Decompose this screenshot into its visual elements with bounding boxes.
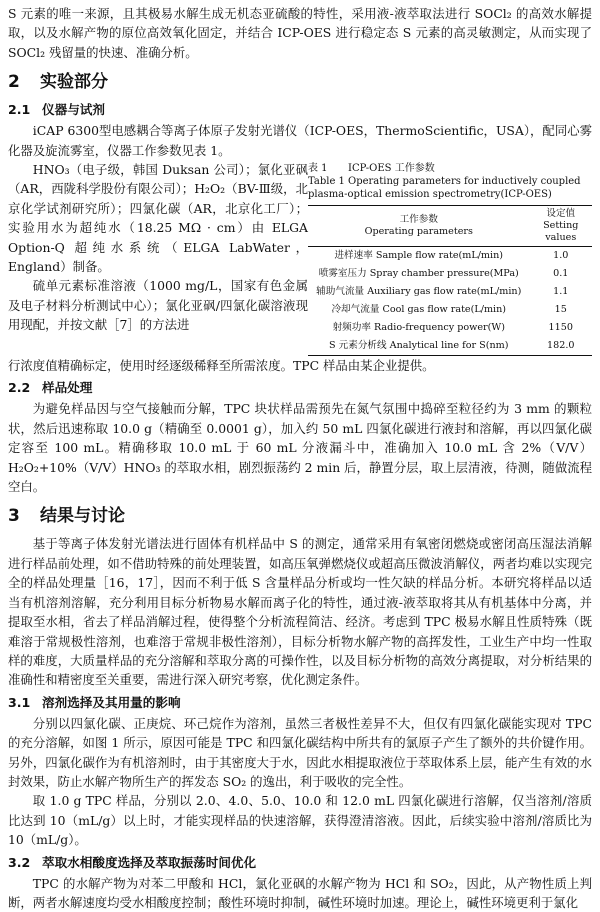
- section-3-1-heading: [8, 693, 592, 712]
- solvent-amount-paragraph: 取 1.0 g TPC 样品，分别以 2.0、4.0、5.0、10.0 和 12.0 mL 四氯化碳进行溶解，仅当溶剂/溶质比达到 10（mL/g）以上时，才能实现样品的快速溶解，获得澄清溶液。因此，后续实验中溶剂/溶质比为 10（mL/g）。: [8, 793, 592, 848]
- table-1-label-en: Table 1: [308, 176, 345, 188]
- row-parameter: 射频功率 Radio-frequency power(W): [332, 322, 505, 334]
- sample-treatment-paragraph: 为避免样品因与空气接触而分解，TPC 块状样品需预先在氮气氛围中捣碎至粒径约为 3 mm 的颗粒状，然后迅速称取 10.0 g（精确至 0.0001 g），加入约 50 mL 四氯化碳进行液封和溶解，再以四氯化碳定容至 100 mL。精确移取 10.0 mL 于 60 mL 分液漏斗中，准确加入 10.0 mL 含 2%（V/V）H₂O₂+10%（V/V）HNO₃ 的萃取水相，剧烈振荡约 2 min 后，静置分层，取上层清液，待测，随做流程空白。: [8, 401, 592, 495]
- section-2-1-heading: [8, 100, 592, 119]
- standard-solution-continuation: 行浓度值精确标定，使用时经逐级稀释至所需浓度。TPC 样品由某企业提供。: [8, 358, 435, 374]
- table-1-title-cn: ICP-OES 工作参数: [348, 163, 435, 175]
- intro-paragraph: S 元素的唯一来源，且其极易水解生成无机态亚硫酸的特性，采用液-液萃取法进行 SOCl₂ 的高效水解提取，以及水解产物的原位高效氧化固定，并结合 ICP-OES 进行稳定态 S 元素的高灵敏测定，从而实现了 SOCl₂ 残留量的快速、准确分析。: [8, 6, 592, 60]
- section-2-2-number: 2.2: [8, 380, 31, 396]
- acidity-paragraph: TPC 的水解产物为对苯二甲酸和 HCl，氯化亚砜的水解产物为 HCl 和 SO₂，因此，从产物性质上判断，两者水解速度均受水相酸度控制；酸性环境时抑制，碱性环境时加速。理论上，碱性环境更利于氯化: [8, 875, 592, 910]
- section-2-2-heading: [8, 378, 592, 397]
- row-parameter: 辅助气流量 Auxiliary gas flow rate(mL/min): [316, 286, 522, 298]
- table-row: [308, 319, 592, 337]
- reagents-and-table-row: [8, 160, 592, 356]
- parameters-table: [308, 205, 592, 356]
- table-1-label-cn: 表 1: [308, 163, 328, 175]
- section-3-title: 结果与讨论: [40, 506, 125, 527]
- section-3-1-title: 溶剂选择及其用量的影响: [42, 694, 181, 710]
- instrument-paragraph: iCAP 6300型电感耦合等离子体原子发射光谱仪（ICP-OES，ThermoScientific，USA），配同心雾化器及旋流雾室，仪器工作参数见表 1。: [8, 123, 592, 158]
- row-value: 182.0: [547, 340, 575, 352]
- table-header-row: [308, 206, 592, 247]
- results-intro-paragraph: 基于等离子体发射光谱法进行固体有机样品中 S 的测定，通常采用有氧密闭燃烧或密闭高压湿法消解进行样品前处理，如不借助特殊的前处理装置，如高压氧弹燃烧仪或超高压微波消解仪，两者均难以实现完全的样品处理量［16，17］，因而不利于低 S 含量样品分析或均一性欠缺的样品分析。本研究将样品以适当有机溶剂溶解，充分利用目标分析物易水解而离子化的特性，通过液-液萃取将其从有机基体中分离，并提取至水相，省去了样品消解过程，使得整个分析流程简洁、经济。考虑到 TPC 极易水解且性质特殊（既难溶于常规极性溶剂，也难溶于常规非极性溶剂），目标分析物水解产物的高挥发性，工业生产中均一性取样的难度，大质量样品的充分溶解和萃取分离的可操作性，以及目标分析物的高效分离提取，对分析结果的准确性和精密度至关重要，需进行深入研究考察，优化测定条件。: [8, 536, 592, 688]
- row-parameter: 进样速率 Sample flow rate(mL/min): [334, 250, 504, 262]
- table-row: [308, 265, 592, 283]
- section-3-1-number: 3.1: [8, 694, 31, 710]
- standard-solution-paragraph: 硫单元素标准溶液（1000 mg/L，国家有色金属及电子材料分析测试中心）；氯化亚砜/四氯化碳溶液现用现配，并按文献［7］的方法进: [8, 278, 308, 333]
- row-value: 1150: [548, 322, 573, 334]
- row-value: 1.1: [553, 286, 569, 298]
- table-row: [308, 283, 592, 301]
- header-value: 设定值 Setting values: [543, 208, 579, 244]
- section-2-heading: [8, 70, 592, 94]
- row-parameter: 冷却气流量 Cool gas flow rate(L/min): [331, 304, 507, 316]
- row-value: 15: [554, 304, 567, 316]
- section-2-1-title: 仪器与试剂: [42, 102, 105, 118]
- reagents-column: [8, 160, 308, 335]
- section-3-2-title: 萃取水相酸度选择及萃取振荡时间优化: [42, 854, 257, 870]
- row-value: 0.1: [553, 268, 569, 280]
- section-3-number: 3: [8, 506, 20, 527]
- reagents-paragraph: HNO₃（电子级，韩国 Duksan 公司）；氯化亚砜（AR，西陇科学股份有限公司）；H₂O₂（BV-Ⅲ级，北京化学试剂研究所）；四氯化碳（AR，北京化工厂）；实验用水为超纯水（18.25 MΩ · cm）由 ELGA Option-Q 超纯水系统（ELGA LabWater，England）制备。: [8, 162, 308, 275]
- table-1-title-en: Operating parameters for inductively coupled plasma-optical emission spectrometry(ICP-OES): [308, 176, 581, 201]
- section-2-2-title: 样品处理: [42, 380, 93, 396]
- row-parameter: S 元素分析线 Analytical line for S(nm): [329, 340, 509, 352]
- section-3-heading: [8, 504, 592, 528]
- section-2-number: 2: [8, 72, 20, 93]
- table-row: [308, 337, 592, 356]
- header-parameter: 工作参数 Operating parameters: [364, 214, 473, 238]
- table-1-caption-cn: [308, 162, 592, 175]
- table-1-caption-en: [308, 175, 592, 201]
- row-value: 1.0: [553, 250, 569, 262]
- section-2-title: 实验部分: [40, 72, 108, 93]
- table-row: [308, 301, 592, 319]
- section-3-2-heading: [8, 853, 592, 872]
- solvent-selection-paragraph: 分别以四氯化碳、正庚烷、环己烷作为溶剂，虽然三者极性差异不大，但仅有四氯化碳能实现对 TPC 的充分溶解，如图 1 所示，原因可能是 TPC 和四氯化碳结构中所共有的氯原子产生了额外的共价键作用。另外，四氯化碳作为有机溶剂时，由于其密度大于水，因此水相提取液位于萃取体系上层，能产生有效的水封效果，防止水解产物所生产的挥发态 SO₂ 的逸出，利于吸收的完全性。: [8, 715, 592, 789]
- table-1: [308, 162, 592, 356]
- table-row: [308, 247, 592, 266]
- section-3-2-number: 3.2: [8, 854, 31, 870]
- section-2-1-number: 2.1: [8, 102, 31, 118]
- row-parameter: 喷雾室压力 Spray chamber pressure(MPa): [318, 268, 519, 280]
